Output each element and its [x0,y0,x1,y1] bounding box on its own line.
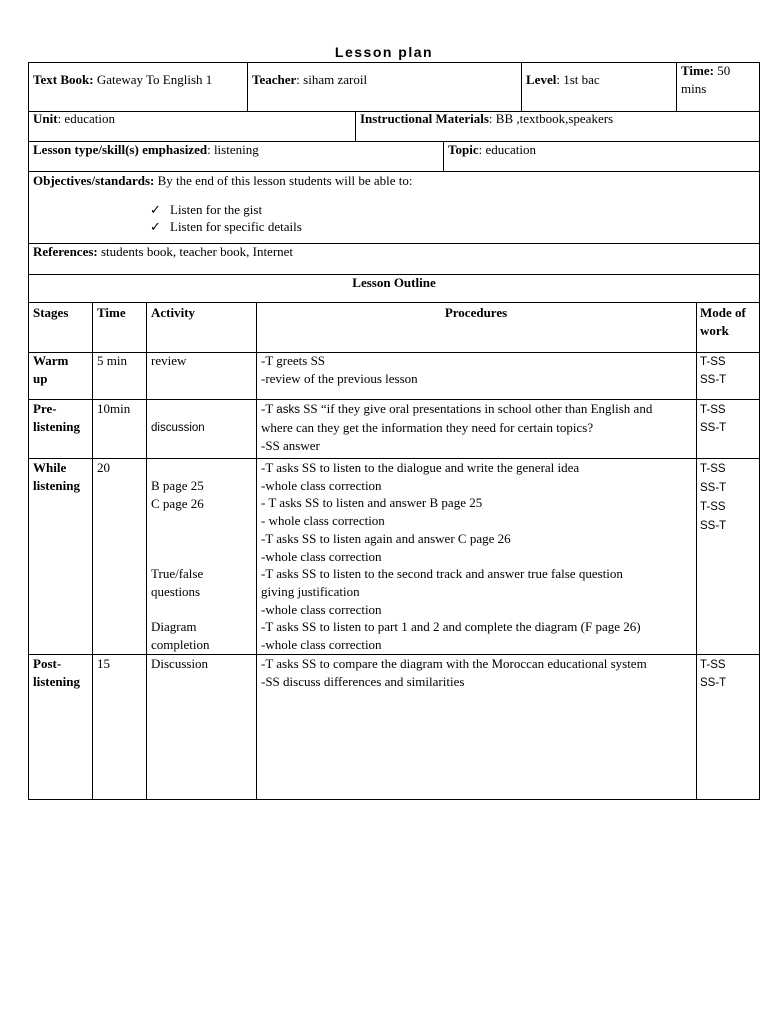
objective-item [150,218,650,236]
procedure-line: -whole class correction [261,601,382,617]
procedure-line: -whole class correction [261,477,382,493]
procedure-text: SS “if they give oral presentations in school other than English and [299,401,653,416]
mode-line: T-SS [700,463,726,475]
stage-text: While [33,460,67,475]
procedure-text: asks [276,404,300,416]
col-header-time-text: Time [97,305,126,320]
topic-cell [448,141,756,159]
teacher-cell [252,71,518,89]
objectives-value: By the end of this lesson students will be able to: [157,173,413,188]
time-cell: 10min [97,401,131,416]
teacher-label: Teacher [252,72,297,87]
mode-line: SS-T [700,482,727,494]
activity-line: True/false [151,566,204,581]
mode-line: T-SS [700,404,726,416]
procedures-cell [261,400,695,455]
checkmark-icon: ✓ [150,202,161,217]
time-cell: 15 [97,656,110,671]
activity-line: C page 26 [151,496,204,511]
unit-cell [33,110,351,128]
mode-cell [700,401,726,437]
references-label: References: [33,244,98,259]
col-divider [696,302,697,800]
materials-cell [360,110,756,128]
checkmark-icon: ✓ [150,219,161,234]
col-divider [521,62,522,111]
col-header-procedures-text: Procedures [444,305,508,320]
mode-cell [700,656,726,692]
col-divider [247,62,248,111]
col-header-procedures [256,304,696,322]
time-value: 50 [717,63,731,78]
stage-cell [33,655,80,691]
mode-line: SS-T [700,520,727,532]
time-unit: mins [681,81,707,96]
activity-cell [151,618,210,654]
procedure-line: -T asks SS to listen to the second track and answer true false question [261,566,623,582]
procedure-line: - T asks SS to listen and answer B page 25 [261,495,483,511]
mode-line: T-SS [700,659,726,671]
unit-label: Unit [33,111,58,126]
procedure-line: -T asks SS to listen to part 1 and 2 and complete the diagram (F page 26) [261,619,641,635]
materials-label: Instructional Materials [360,111,489,126]
procedure-line: -review of the previous lesson [261,371,418,386]
time-cell: 5 min [97,353,127,368]
textbook-label: Text Book: [33,72,94,87]
outline-title-cell [28,274,760,292]
outline-title: Lesson Outline [352,275,436,290]
stage-text: up [33,371,48,386]
procedure-line: -SS discuss differences and similarities [261,674,465,689]
col-divider [92,302,93,800]
mode-line: T-SS [700,501,726,513]
procedure-line: giving justification [261,583,360,599]
mode-line: T-SS [700,356,726,368]
col-header-time [97,304,126,322]
references-value: students book, teacher book, Internet [100,244,294,259]
procedure-line: where can they get the information they need for certain topics? [261,420,594,435]
level-cell [526,71,674,89]
level-value: : 1st bac [556,72,600,87]
stage-text: listening [33,674,80,689]
activity-cell [151,565,203,601]
procedure-text: -T [261,401,277,416]
references-cell [33,243,753,261]
col-header-mode-line: work [700,323,729,338]
procedure-line: -SS answer [261,438,320,453]
time-label: Time: [681,63,714,78]
col-header-stages [33,304,68,322]
objectives-label: Objectives/standards: [33,173,155,188]
mode-line: SS-T [700,677,727,689]
activity-line: questions [151,584,201,599]
activity-cell: Discussion [151,656,209,671]
lesson-type-label: Lesson type/skill(s) emphasized [33,142,208,157]
topic-value: : education [478,142,536,157]
page-title: Lesson plan [334,44,434,60]
procedure-line: - whole class correction [261,513,385,529]
lesson-type-cell [33,141,439,159]
procedure-line [261,400,695,419]
activity-line: Diagram [151,619,197,634]
procedures-cell [261,352,695,388]
procedure-line: -T asks SS to listen to the dialogue and write the general idea [261,460,580,475]
objective-text: Listen for the gist [170,202,263,217]
stage-text: listening [33,478,80,493]
row-divider [28,302,760,303]
activity-cell: review [151,353,187,368]
teacher-value: : siham zaroil [296,72,368,87]
col-header-activity [151,304,195,322]
col-header-mode [700,304,758,340]
textbook-value: Gateway To English 1 [96,72,213,87]
col-divider [256,302,257,800]
lesson-type-value: : listening [207,142,259,157]
level-label: Level [526,72,557,87]
activity-cell [151,477,204,513]
col-divider [146,302,147,800]
stage-text: listening [33,419,80,434]
col-divider [355,111,356,141]
stage-text: Pre- [33,401,57,416]
materials-value: : BB ,textbook,speakers [488,111,614,126]
col-header-activity-text: Activity [151,305,196,320]
stage-cell [33,352,68,388]
procedures-cell [261,459,695,654]
mode-line: SS-T [700,374,727,386]
stage-text: Warm [33,353,69,368]
procedure-line: -whole class correction [261,548,382,564]
activity-line: B page 25 [151,478,204,493]
time-cell [681,62,757,98]
col-divider [676,62,677,111]
procedure-line: -T greets SS [261,353,326,368]
stage-text: Post- [33,656,62,671]
procedure-line: -whole class correction [261,637,382,653]
mode-cell [700,460,726,536]
stage-cell [33,400,80,436]
objective-item [150,201,650,219]
topic-label: Topic [448,142,479,157]
textbook-cell [33,71,245,89]
activity-line: completion [151,637,210,652]
mode-line: SS-T [700,422,727,434]
procedure-line: -T asks SS to listen again and answer C page 26 [261,530,511,546]
stage-cell [33,459,80,495]
col-divider [443,141,444,171]
objectives-cell [33,172,753,190]
procedures-cell [261,655,695,691]
col-header-stages-text: Stages [33,305,69,320]
activity-cell: discussion [151,422,205,434]
mode-cell [700,353,726,389]
unit-value: : education [57,111,115,126]
time-cell: 20 [97,460,110,475]
procedure-line: -T asks SS to compare the diagram with the Moroccan educational system [261,656,647,671]
objective-text: Listen for specific details [170,219,302,234]
col-header-mode-line: Mode of [700,305,746,320]
